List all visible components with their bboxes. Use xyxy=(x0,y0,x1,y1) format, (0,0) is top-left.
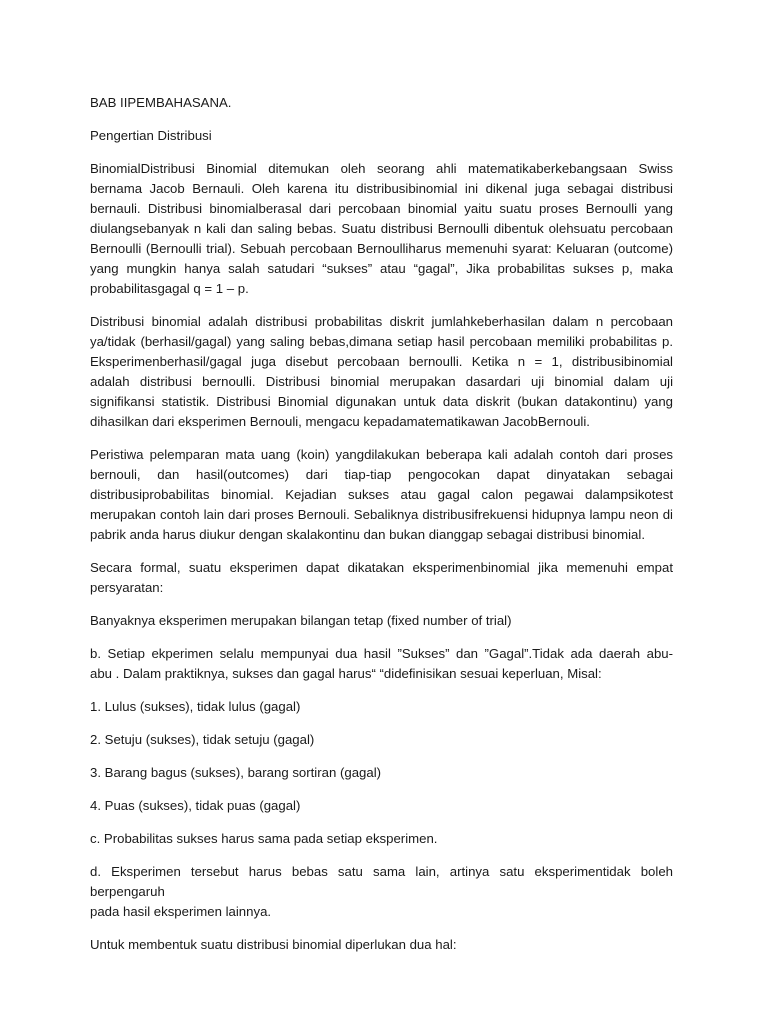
paragraph-line: probabilitasgagal q = 1 – p. xyxy=(90,281,249,296)
paragraph-line: bernouli, dan hasil(outcomes) dari tiap-tiap pengocokan dapat dinyatakan sebagai xyxy=(90,467,673,482)
section-title: Pengertian Distribusi xyxy=(90,128,212,143)
paragraph-line: abu . Dalam praktiknya, sukses dan gagal harus“ “didefinisikan sesuai keperluan, Misal: xyxy=(90,666,602,681)
paragraph xyxy=(90,697,673,717)
paragraph-line: yang mungkin hanya salah satudari “sukses” atau “gagal”, Jika probabilitas sukses p, maka xyxy=(90,261,673,276)
paragraph-line: BinomialDistribusi Binomial ditemukan oleh seorang ahli matematikaberkebangsaan Swiss xyxy=(90,161,673,176)
paragraph-line: 2. Setuju (sukses), tidak setuju (gagal) xyxy=(90,732,315,747)
paragraph-line: Banyaknya eksperimen merupakan bilangan tetap (fixed number of trial) xyxy=(90,613,512,628)
paragraph-line: 1. Lulus (sukses), tidak lulus (gagal) xyxy=(90,699,301,714)
paragraph-line: merupakan contoh lain dari proses Bernouli. Sebaliknya distribusifrekuensi hidupnya lampu neon di xyxy=(90,507,673,522)
paragraph xyxy=(90,935,673,955)
paragraph-line: dihasilkan dari eksperimen Bernouli, mengacu kepadamatematikawan JacobBernouli. xyxy=(90,414,590,429)
paragraph xyxy=(90,558,673,598)
paragraph-line: Eksperimenberhasil/gagal juga disebut percobaan bernoulli. Ketika n = 1, distribusibinomial xyxy=(90,354,673,369)
paragraph-line: Distribusi binomial adalah distribusi probabilitas diskrit jumlahkeberhasilan dalam n percobaan xyxy=(90,314,673,329)
paragraph-line: ya/tidak (berhasil/gagal) yang saling bebas,dimana setiap hasil percobaan memiliki probabilitas p. xyxy=(90,334,673,349)
paragraph-line: distribusiprobabilitas binomial. Kejadian sukses atau gagal calon pegawai dalampsikotest xyxy=(90,487,673,502)
paragraph xyxy=(90,644,673,684)
paragraph-line: pada hasil eksperimen lainnya. xyxy=(90,904,272,919)
paragraph-line: bernama Jacob Bernauli. Oleh karena itu distribusibinomial ini dikenal juga sebagai distribusi xyxy=(90,181,673,196)
paragraph-line: Bernoulli (Bernoulli trial). Sebuah percobaan Bernoulliharus memenuhi syarat: Keluaran (outcome) xyxy=(90,241,673,256)
paragraph-line: 3. Barang bagus (sukses), barang sortiran (gagal) xyxy=(90,765,382,780)
paragraph-line: 4. Puas (sukses), tidak puas (gagal) xyxy=(90,798,301,813)
paragraph-line: bernauli. Distribusi binomialberasal dari percobaan binomial yaitu suatu proses Bernoulli yang xyxy=(90,201,673,216)
chapter-title: BAB IIPEMBAHASANA. xyxy=(90,95,232,110)
paragraph-line: d. Eksperimen tersebut harus bebas satu sama lain, artinya satu eksperimentidak boleh berpengaruh xyxy=(90,864,673,899)
paragraph xyxy=(90,862,673,922)
paragraph-line: Secara formal, suatu eksperimen dapat dikatakan eksperimenbinomial jika memenuhi empat xyxy=(90,560,673,575)
paragraph-line: pabrik anda harus diukur dengan skalakontinu dan bukan dianggap sebagai distribusi binomial. xyxy=(90,527,645,542)
paragraph xyxy=(90,796,673,816)
paragraph xyxy=(90,312,673,432)
paragraph-line: b. Setiap ekperimen selalu mempunyai dua hasil ”Sukses” dan ”Gagal”.Tidak ada daerah abu- xyxy=(90,646,673,661)
paragraph-line: signifikansi statistik. Distribusi Binomial digunakan untuk data diskrit (bukan datakontinu) yang xyxy=(90,394,673,409)
paragraph-line: diulangsebanyak n kali dan saling bebas. Suatu distribusi Bernoulli dibentuk olehsuatu percobaan xyxy=(90,221,673,236)
paragraph xyxy=(90,445,673,545)
paragraph-line: Peristiwa pelemparan mata uang (koin) yangdilakukan beberapa kali adalah contoh dari proses xyxy=(90,447,673,462)
paragraph xyxy=(90,829,673,849)
paragraph-line: c. Probabilitas sukses harus sama pada setiap eksperimen. xyxy=(90,831,438,846)
paragraph xyxy=(90,730,673,750)
paragraph-list xyxy=(90,159,673,955)
document-body xyxy=(90,93,673,968)
paragraph xyxy=(90,763,673,783)
paragraph-line: Untuk membentuk suatu distribusi binomial diperlukan dua hal: xyxy=(90,937,457,952)
paragraph-line: persyaratan: xyxy=(90,580,164,595)
paragraph xyxy=(90,159,673,299)
paragraph-line: adalah distribusi bernoulli. Distribusi binomial merupakan dasardari uji binomial dalam uji xyxy=(90,374,673,389)
paragraph xyxy=(90,611,673,631)
